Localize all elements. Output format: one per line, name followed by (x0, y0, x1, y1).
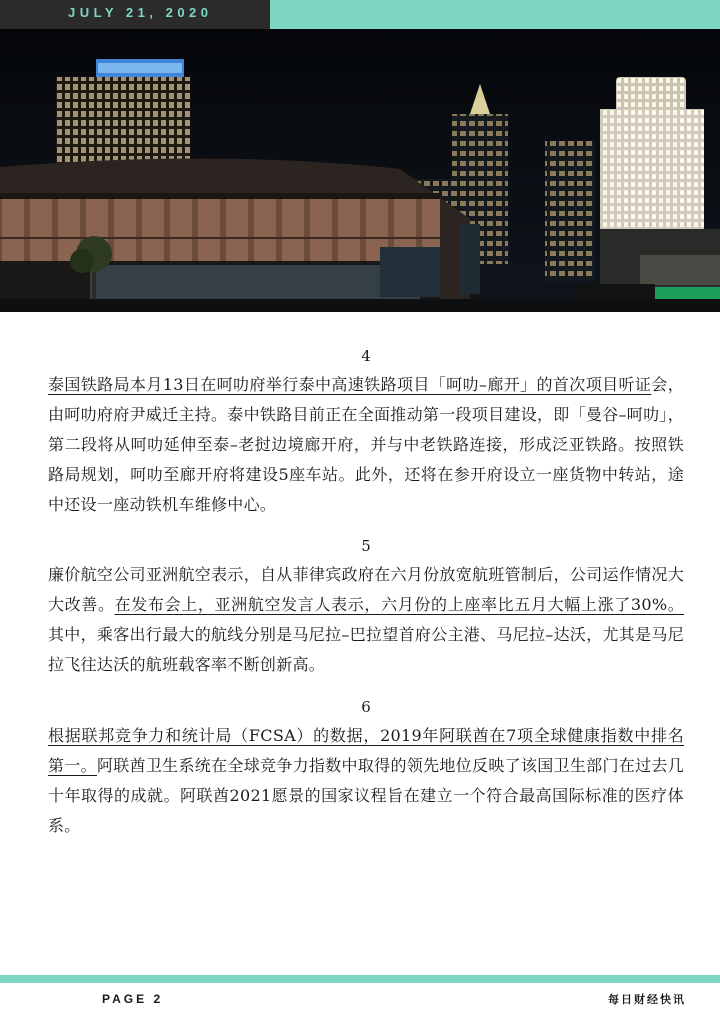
header-bar (0, 0, 720, 29)
date-block (0, 0, 270, 29)
publication-name: 每日财经快讯 (608, 993, 686, 1006)
article-highlight: 根据联邦竞争力和统计局（FCSA）的数据，2019年阿联酋在7项全球健康指数中排名第一。 (48, 726, 684, 775)
article-5 (48, 536, 684, 680)
article-number: 4 (361, 347, 371, 365)
article-body (48, 370, 684, 520)
header-accent-bar (270, 0, 720, 29)
page-number: PAGE 2 (102, 992, 164, 1006)
article-text: 会，由呵叻府府尹威迁主持。泰中铁路目前正在全面推动第一段项目建设，即「曼谷–呵叻」，第二段将从呵叻延伸至泰–老挝边境廊开府，并与中老铁路连接，形成泛亚铁路。按照铁路局规划，呵叻至廊开府将建设5座车站。此外，还将在参开府设立一座货物中转站，途中还设一座动铁机车维修中心。 (48, 375, 685, 514)
article-highlight: 在发布会上，亚洲航空发言人表示，六月份的上座率比五月大幅上涨了30%。 (114, 595, 684, 614)
article-number: 5 (361, 537, 371, 555)
article-body (48, 560, 684, 680)
hero-image (0, 29, 720, 312)
article-text: 其中，乘客出行最大的航线分别是马尼拉–巴拉望首府公主港、马尼拉–达沃，尤其是马尼拉飞往达沃的航班载客率不断创新高。 (48, 625, 685, 674)
footer-accent-line (0, 975, 720, 983)
article-4 (48, 346, 684, 520)
article-text: 阿联酋卫生系统在全球竞争力指数中取得的领先地位反映了该国卫生部门在过去几十年取得的成就。阿联酋2021愿景的国家议程旨在建立一个符合最高国际标准的医疗体系。 (48, 756, 684, 835)
article-body (48, 721, 684, 841)
article-6 (48, 697, 684, 841)
article-highlight: 泰国铁路局本月13日在呵叻府举行泰中高速铁路项目「呵叻–廊开」的首次项目听证 (48, 375, 652, 394)
date-label: JULY 21, 2020 (68, 5, 213, 20)
article-number: 6 (361, 698, 371, 716)
city-skyline-illustration (0, 29, 720, 312)
article-text: 廉价航空公司亚洲航空表示，自从菲律宾政府在六月份放宽航班管制后，公司运作情况大大改善。 (48, 565, 684, 614)
